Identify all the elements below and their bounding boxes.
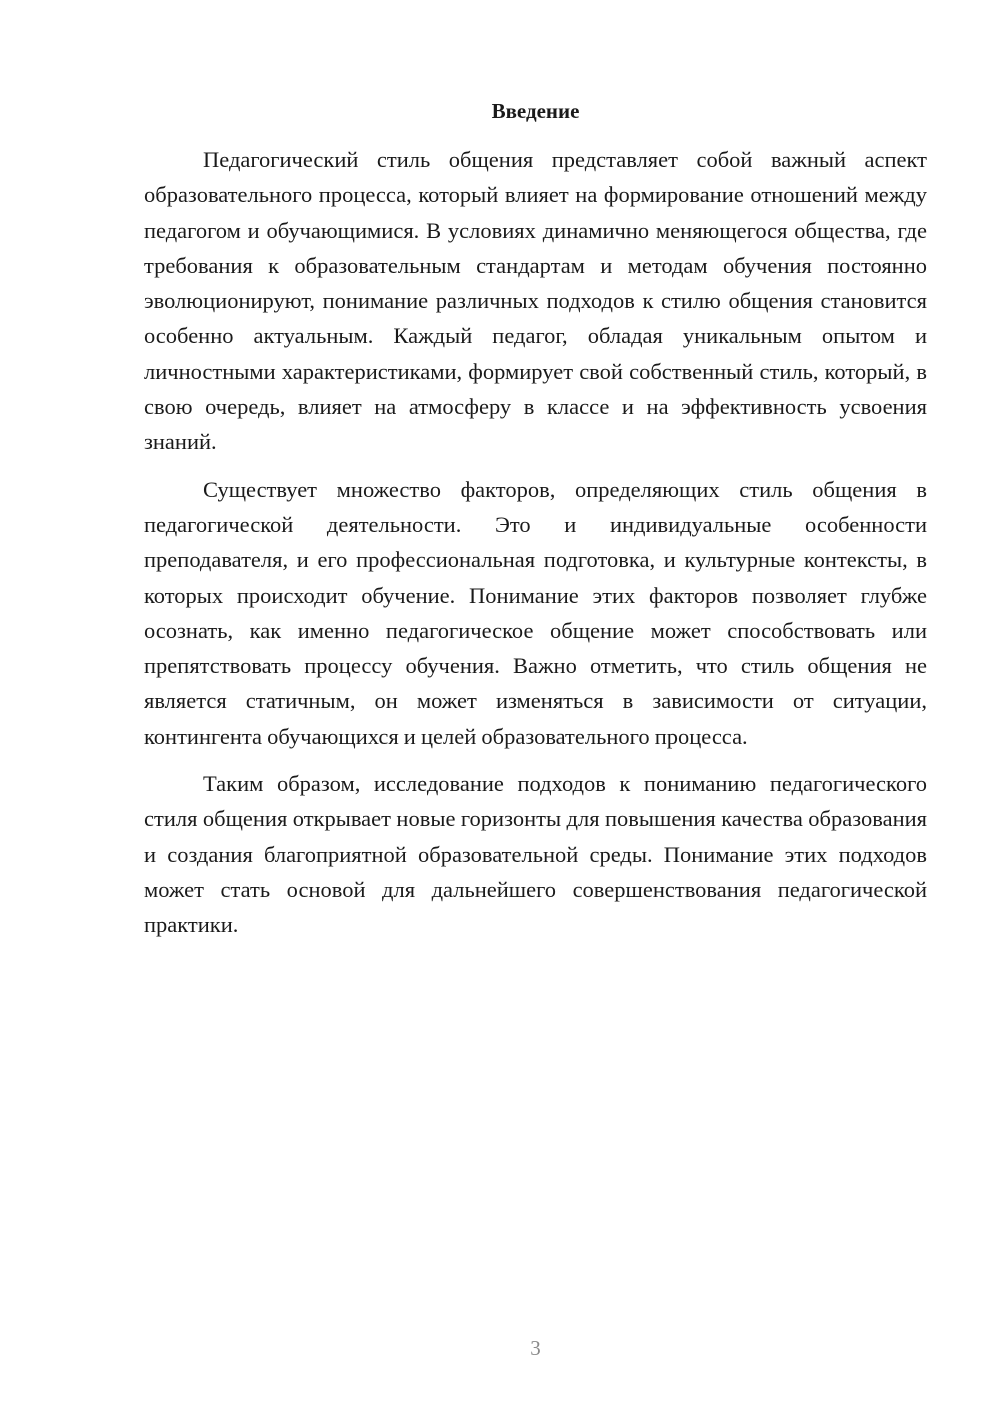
body-text	[144, 142, 927, 955]
page-number: 3	[530, 1336, 541, 1360]
paragraph-3: Таким образом, исследование подходов к пониманию педагогического стиля общения открывает новые горизонты для повышения качества образования и создания благоприятной образовательной среды. Понимание этих подходов может стать основой для дальнейшего совершенствования педагогической практики.	[144, 771, 927, 938]
section-heading: Введение	[491, 99, 580, 123]
paragraph-1: Педагогический стиль общения представляет собой важный аспект образовательного процесса, который влияет на формирование отношений между педагогом и обучающимися. В условиях динамично меняющегося общества, где требования к образовательным стандартам и методам обучения постоянно эволюционируют, понимание различных подходов к стилю общения становится особенно актуальным. Каждый педагог, обладая уникальным опытом и личностными характеристиками, формирует свой собственный стиль, который, в свою очередь, влияет на атмосферу в классе и на эффективность усвоения знаний.	[144, 147, 927, 455]
paragraph-2: Существует множество факторов, определяющих стиль общения в педагогической деятельности. Это и индивидуальные особенности преподавателя, и его профессиональная подготовка, и культурные контексты, в которых происходит обучение. Понимание этих факторов позволяет глубже осознать, как именно педагогическое общение может способствовать или препятствовать процессу обучения. Важно отметить, что стиль общения не является статичным, он может изменяться в зависимости от ситуации, контингента обучающихся и целей образовательного процесса.	[144, 476, 927, 749]
